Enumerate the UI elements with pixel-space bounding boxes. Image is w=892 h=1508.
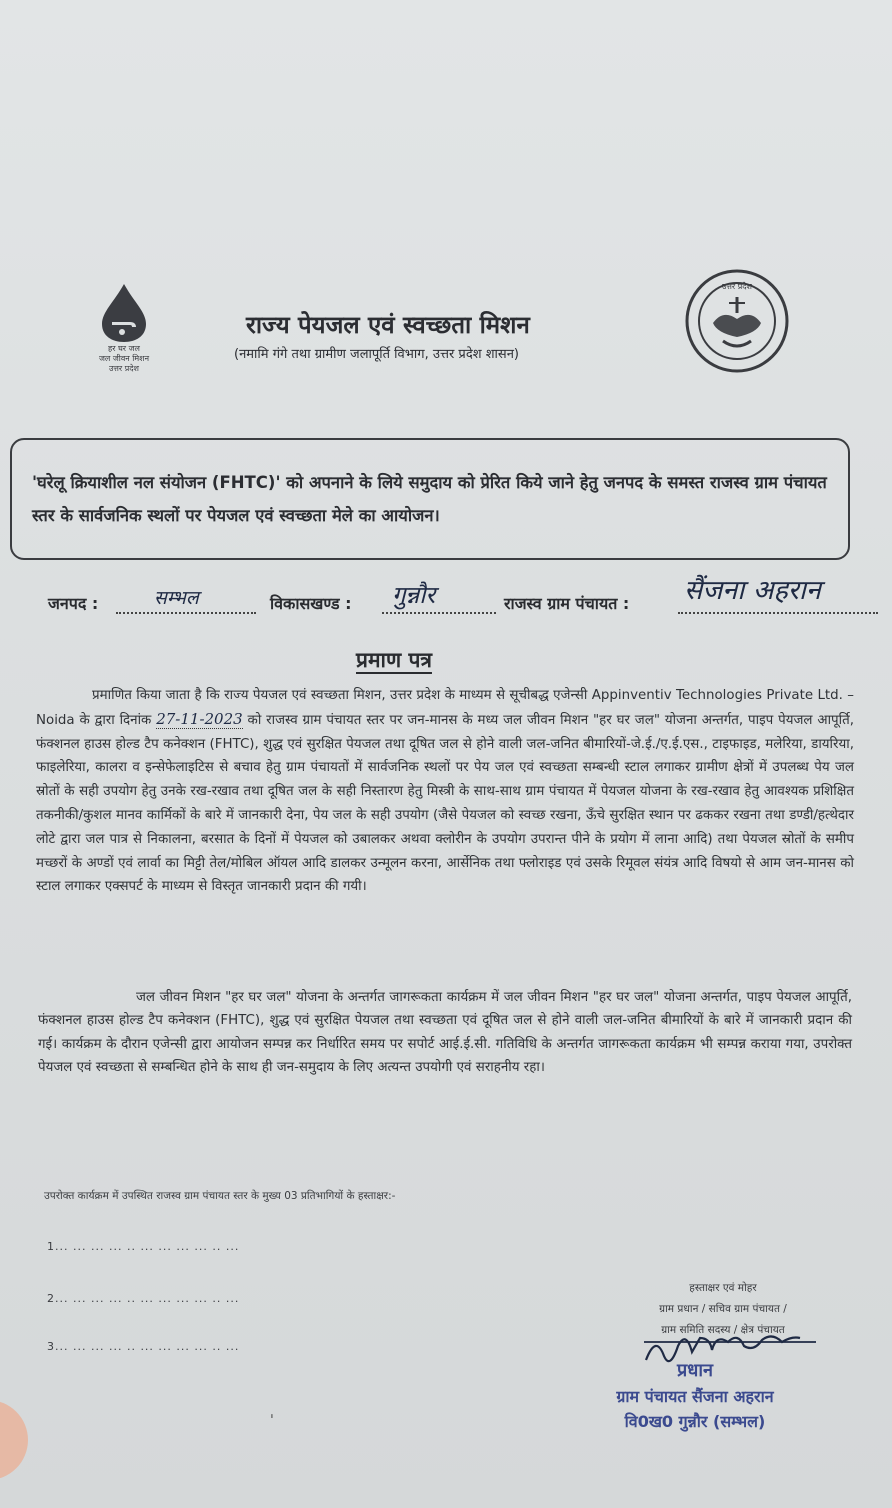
page-subtitle: (नमामि गंगे तथा ग्रामीण जलापूर्ति विभाग, उत्तर प्रदेश शासन) <box>234 347 519 362</box>
participant-signature-2: 2... ... ... ... .. ... ... ... ... .. ... <box>47 1292 240 1305</box>
jal-jeevan-mission-logo <box>78 282 170 392</box>
participant-signature-1: 1... ... ... ... .. ... ... ... ... .. ... <box>47 1240 240 1253</box>
event-date: 27-11-2023 <box>156 709 243 728</box>
para1-start: प्रमाणित किया जाता है कि राज्य पेयजल एवं स्वच्छता मिशन, उत्तर प्रदेश के माध्यम से सूचीबद्ध एजेन्सी Appinventiv Technologies Private Ltd. – Noida के द्वारा दिनांक <box>36 688 854 728</box>
para1-end: को राजस्व ग्राम पंचायत स्तर पर जन-मानस के मध्य जल जीवन मिशन "हर घर जल" योजना अन्तर्गत, पाइप पेयजल आपूर्ति, फंक्शनल हाउस होल्ड टैप कनेक्शन (FHTC), शुद्ध एवं सुरक्षित पेयजल तथा दूषित जल से होने वाली जल-जनित बीमारियों-जे.ई./ए.ई.एस., टाइफाइड, मलेरिया, डायरिया, फाइलेरिया, कालरा व इन्सेफेलाइटिस से बचाव हेतु ग्राम पंचायतों में सार्वजनिक स्थलों पर पेय जल एवं स्वच्छता सम्बन्धी स्टाल लगाकर ग्रामीण क्षेत्रों में उपलब्ध पेय जल स्रोतों के सही उपयोग हेतु उनके रख-रखाव तथा दूषित जल के सही निस्तारण हेतु मिस्त्री के साथ-साथ ग्राम पंचायत में पेयजल योजना के रख-रखाव हेतु आवश्यक प्रशिक्षित तकनीकी/कुशल मानव कार्मिकों के बारे में जानकारी देना, पेय जल के सही उपयोग (जैसे पेयजल को स्वच्छ रखना, ऊँचे सुरक्षित स्थान पर ढककर रखना तथा डण्डी/हत्थेदार लोटे द्वारा जल पात्र से निकालना, बरसात के दिनों में पेयजल को उबालकर अथवा क्लोरीन के उपयोग उपरान्त पीने के प्रयोग में लाना आदि) तथा पेयजल स्रोतों के समीप मच्छरों के अण्डों एवं लार्वा का मिट्टी तेल/मोबिल ऑयल आदि डालकर उन्मूलन करना, आर्सेनिक तथा फ्लोराइड एवं उसके रिमूवल संयंत्र आदि विषयो से आम जन-मानस को स्टाल लगाकर एक्सपर्ट के माध्यम से विस्तृत जानकारी प्रदान की गयी। <box>36 712 854 895</box>
location-fields <box>48 575 888 620</box>
certificate-title: प्रमाण पत्र <box>356 648 432 672</box>
stamp-line-1: प्रधान <box>677 1360 713 1381</box>
certificate-paragraph-2 <box>38 986 852 1080</box>
signatory-line-2: ग्राम प्रधान / सचिव ग्राम पंचायत / <box>659 1303 787 1315</box>
block-value: गुन्नौर <box>392 581 436 609</box>
thumb-in-frame <box>0 1400 28 1480</box>
stamp-line-2: ग्राम पंचायत सैंजना अहरान <box>616 1387 774 1406</box>
seal-text: उत्तर प्रदेश <box>722 282 752 291</box>
notice-box <box>10 438 850 560</box>
logo-caption-2: जल जीवन मिशन <box>98 354 150 363</box>
panchayat-value: सैंजना अहरान <box>684 575 821 606</box>
district-value: सम्भल <box>154 587 199 609</box>
participant-signature-3: 3... ... ... ... .. ... ... ... ... .. ... <box>47 1340 240 1353</box>
certificate-paragraph-1 <box>36 684 854 899</box>
logo-caption-1: हर घर जल <box>108 344 140 353</box>
panchayat-field <box>678 575 878 614</box>
stamp-line-3: वि0ख0 गुन्नौर (सम्भल) <box>624 1412 766 1431</box>
district-label: जनपद : <box>48 594 99 613</box>
signatory-line-3: ग्राम समिति सदस्य / क्षेत्र पंचायत <box>661 1324 785 1336</box>
attendance-note: उपरोक्त कार्यक्रम में उपस्थित राजस्व ग्राम पंचायत स्तर के मुख्य 03 प्रतिभागियों के हस्ताक्षर:- <box>44 1190 396 1202</box>
village-head-stamp <box>565 1358 825 1434</box>
panchayat-label: राजस्व ग्राम पंचायत : <box>504 594 630 613</box>
notice-text: 'घरेलू क्रियाशील नल संयोजन (FHTC)' को अपनाने के लिये समुदाय को प्रेरित किये जाने हेतु जनपद के समस्त राजस्व ग्राम पंचायत स्तर के सार्वजनिक स्थलों पर पेयजल एवं स्वच्छता मेले का आयोजन। <box>32 473 827 525</box>
signatory-line-1: हस्ताक्षर एवं मोहर <box>689 1282 757 1294</box>
ink-mark: ˌ <box>270 1404 274 1420</box>
block-label: विकासखण्ड : <box>270 594 352 613</box>
water-drop-icon <box>92 282 156 344</box>
logo-caption-3: उत्तर प्रदेश <box>109 364 139 373</box>
participant-1-number: 1. <box>47 1240 60 1253</box>
block-field <box>382 582 496 614</box>
para2-text: जल जीवन मिशन "हर घर जल" योजना के अन्तर्गत जागरूकता कार्यक्रम में जल जीवन मिशन "हर घर जल" योजना अन्तर्गत, पाइप पेयजल आपूर्ति, फंक्शनल हाउस होल्ड टैप कनेक्शन (FHTC), शुद्ध एवं सुरक्षित पेयजल तथा स्वच्छता एवं दूषित जल से होने वाली जल-जनित बीमारियों के बारे में जानकारी प्रदान की गई। कार्यक्रम के दौरान एजेन्सी द्वारा आयोजन सम्पन्न कर निर्धारित समय पर सपोर्ट आई.ई.सी. गतिविधि के अन्तर्गत जागरूकता कार्यक्रम भी सम्पन्न कराया गया, उपरोक्त पेयजल एवं स्वच्छता से सम्बन्धित होने के साथ ही जन-समुदाय के लिए अत्यन्त उपयोगी एवं सराहनीय रहा। <box>38 990 852 1076</box>
page-title: राज्य पेयजल एवं स्वच्छता मिशन <box>246 311 530 339</box>
participant-3-number: 3. <box>47 1340 60 1353</box>
participant-2-number: 2. <box>47 1292 60 1305</box>
up-state-emblem <box>683 267 791 375</box>
district-field <box>116 586 256 614</box>
